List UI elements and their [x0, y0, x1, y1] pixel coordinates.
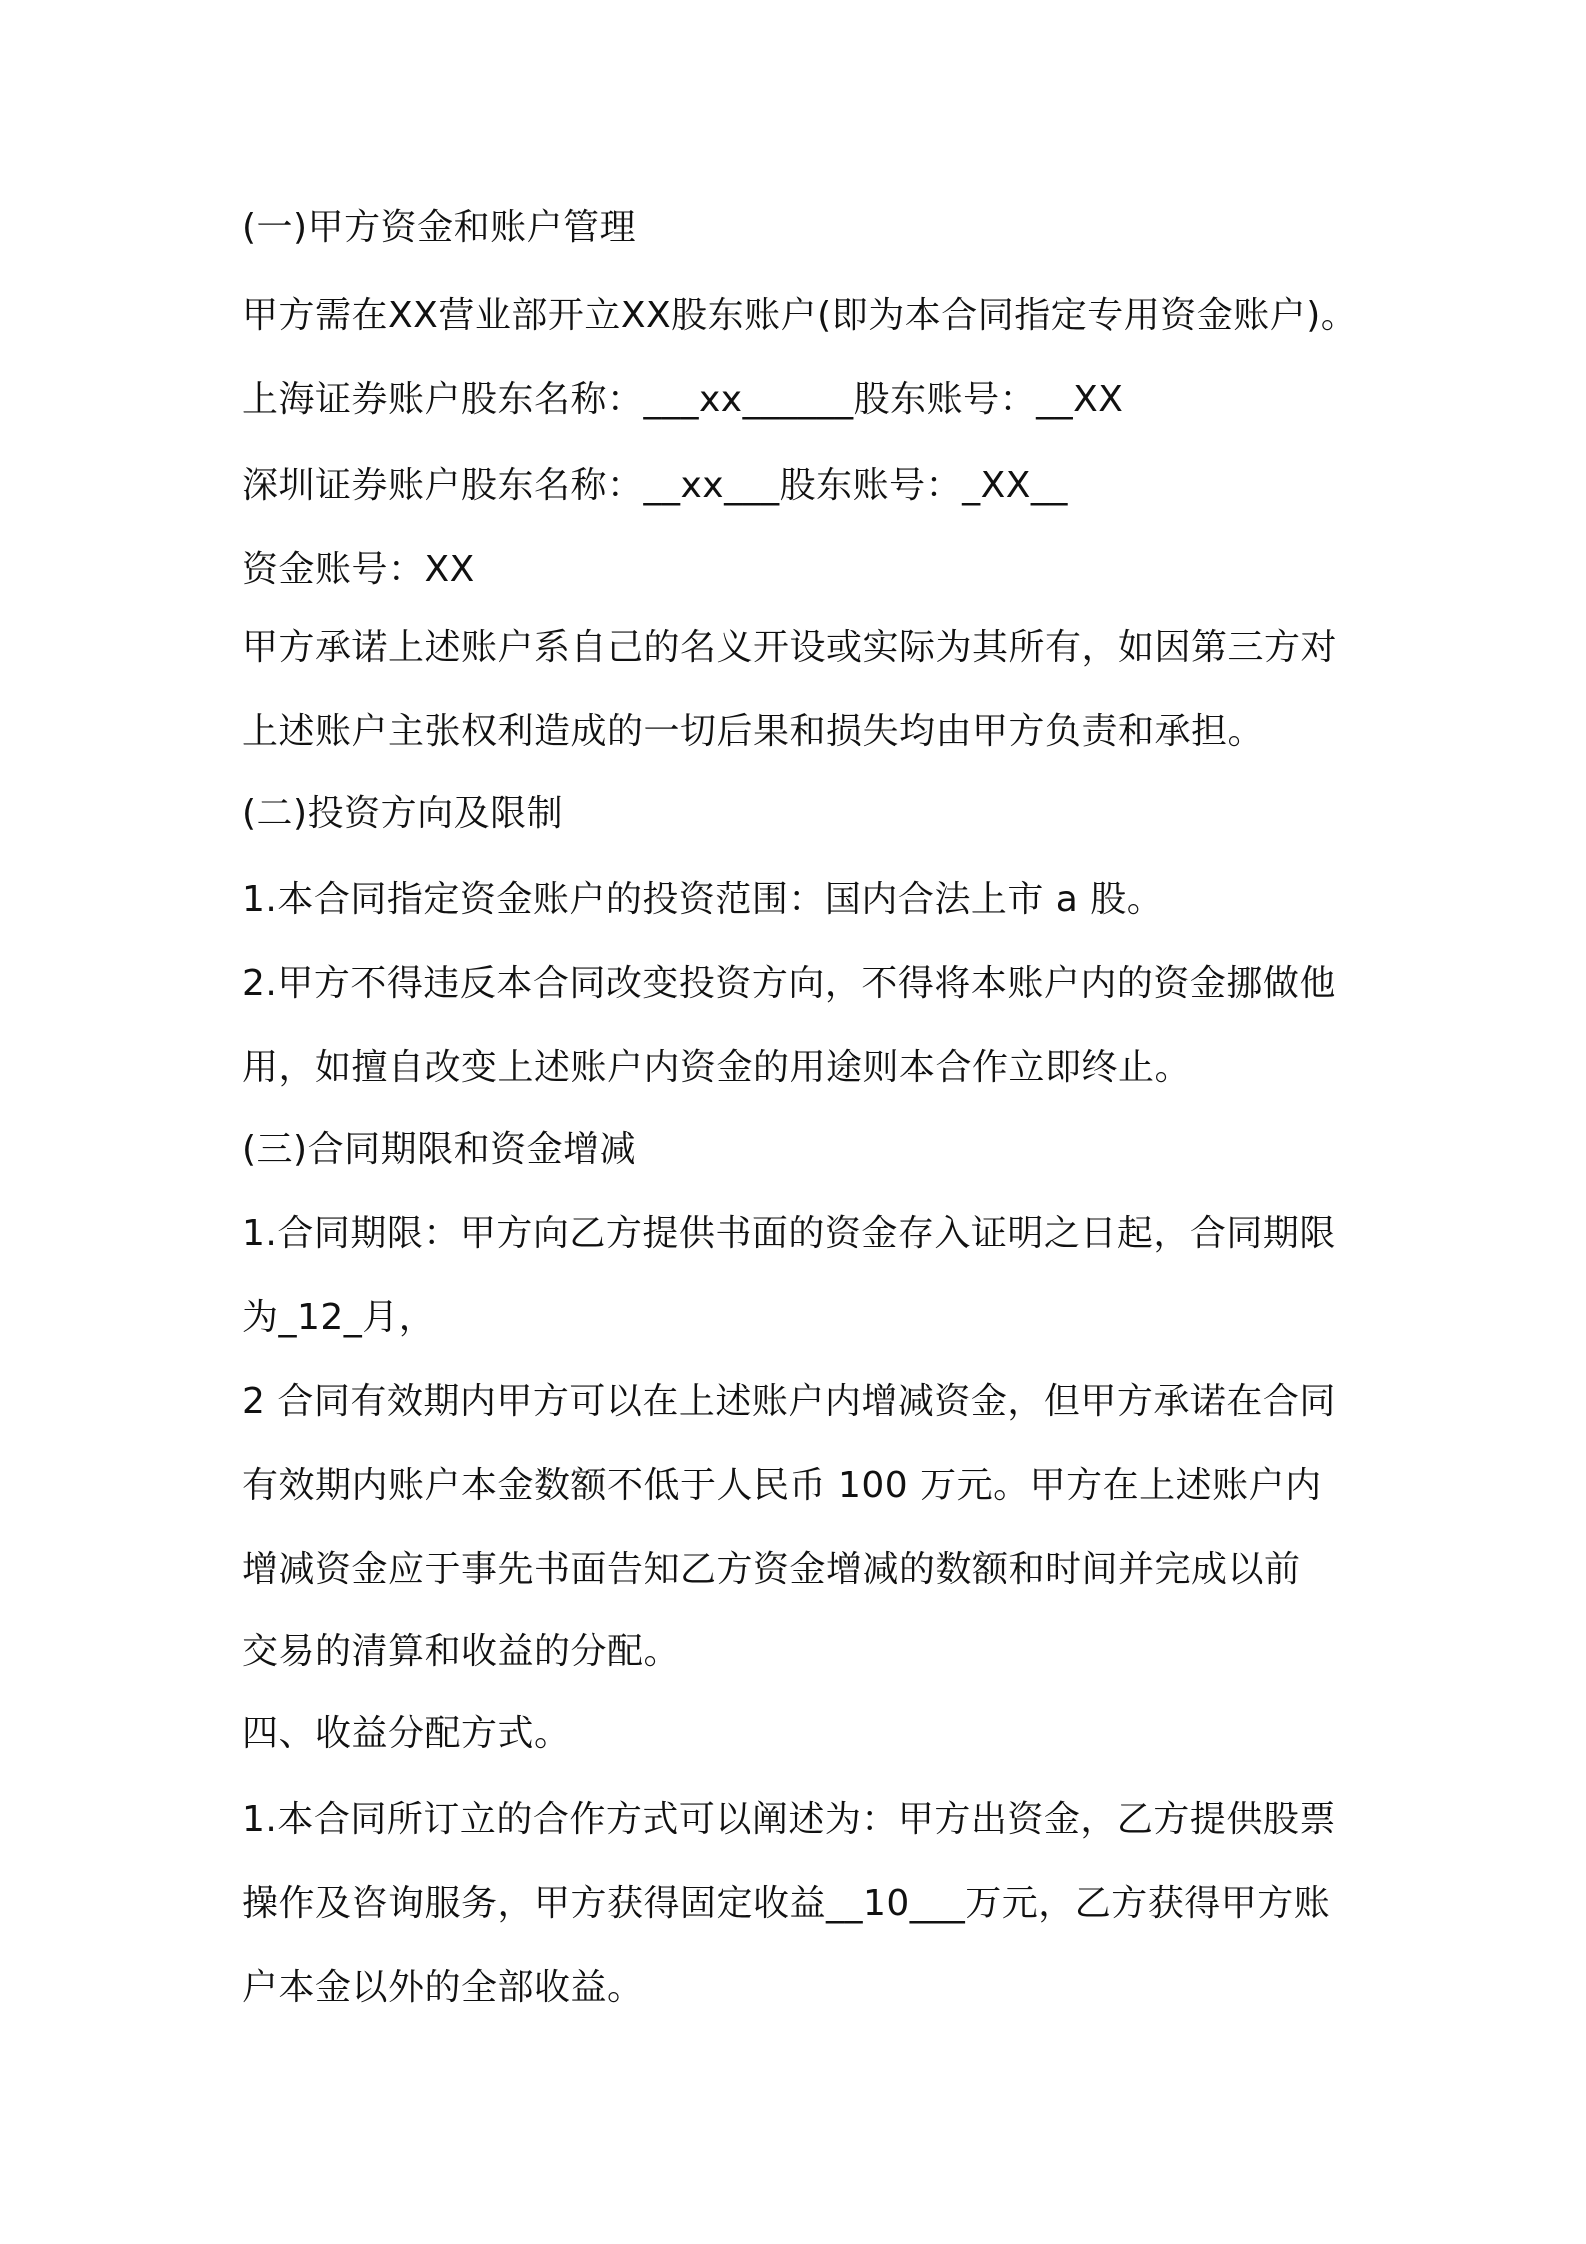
- paragraph-line: 操作及咨询服务，甲方获得固定收益__10___万元，乙方获得甲方账: [242, 1883, 1331, 1924]
- paragraph-line: 1.本合同所订立的合作方式可以阐述为：甲方出资金，乙方提供股票: [242, 1799, 1336, 1840]
- shenzhen-account-line: 深圳证券账户股东名称：__xx___股东账号：_XX__: [242, 465, 1068, 506]
- paragraph-line: 甲方需在XX营业部开立XX股东账户(即为本合同指定专用资金账户)。: [242, 295, 1358, 336]
- shanghai-account-line: 上海证券账户股东名称：___xx______股东账号：__XX: [242, 379, 1124, 420]
- paragraph-line: 户本金以外的全部收益。: [242, 1967, 644, 2008]
- paragraph-line: 为_12_月，: [242, 1297, 436, 1338]
- paragraph-line: 2 合同有效期内甲方可以在上述账户内增减资金，但甲方承诺在合同: [242, 1381, 1336, 1422]
- section-heading-2: (二)投资方向及限制: [242, 793, 564, 834]
- section-heading-1: (一)甲方资金和账户管理: [242, 207, 637, 248]
- fund-account-line: 资金账号：XX: [242, 549, 475, 590]
- paragraph-line: 交易的清算和收益的分配。: [242, 1631, 681, 1672]
- paragraph-line: 1.本合同指定资金账户的投资范围：国内合法上市 a 股。: [242, 879, 1164, 920]
- paragraph-line: 甲方承诺上述账户系自己的名义开设或实际为其所有，如因第三方对: [242, 627, 1338, 668]
- paragraph-line: 上述账户主张权利造成的一切后果和损失均由甲方负责和承担。: [242, 711, 1265, 752]
- section-heading-3: (三)合同期限和资金增减: [242, 1129, 637, 1170]
- paragraph-line: 用，如擅自改变上述账户内资金的用途则本合作立即终止。: [242, 1047, 1192, 1088]
- paragraph-line: 有效期内账户本金数额不低于人民币 100 万元。甲方在上述账户内: [242, 1465, 1322, 1506]
- section-heading-4: 四、收益分配方式。: [242, 1713, 571, 1754]
- paragraph-line: 增减资金应于事先书面告知乙方资金增减的数额和时间并完成以前: [242, 1549, 1301, 1590]
- paragraph-line: 2.甲方不得违反本合同改变投资方向，不得将本账户内的资金挪做他: [242, 963, 1336, 1004]
- paragraph-line: 1.合同期限：甲方向乙方提供书面的资金存入证明之日起，合同期限: [242, 1213, 1336, 1254]
